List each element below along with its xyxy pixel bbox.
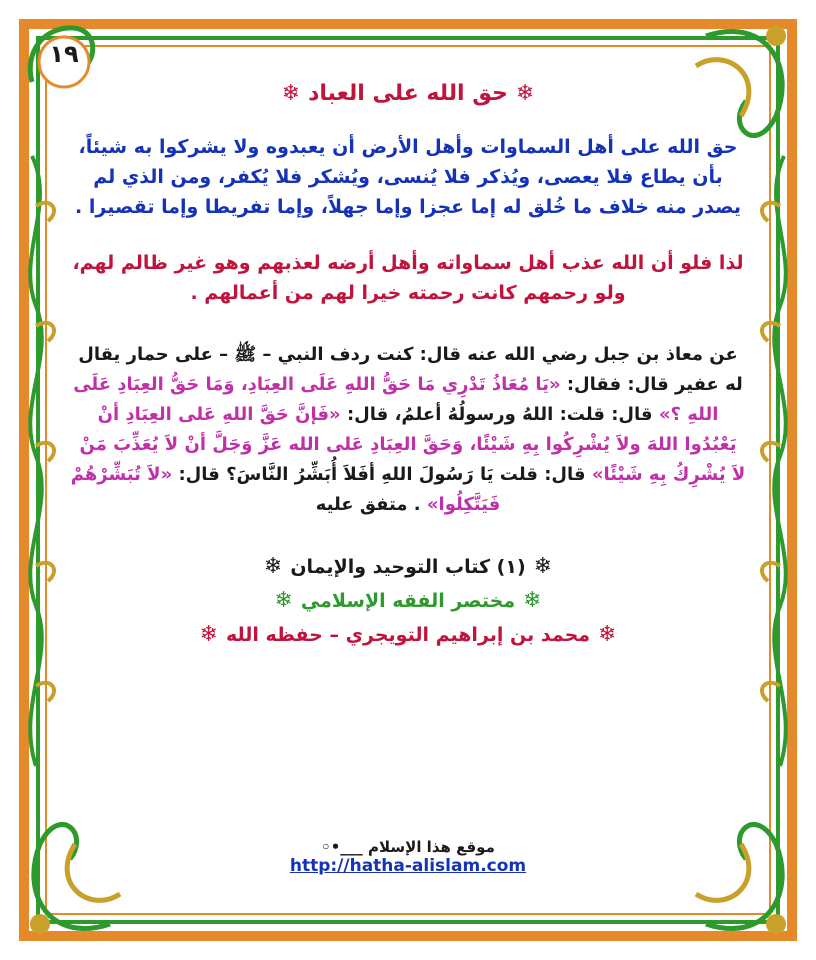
- title-text: حق الله على العباد: [308, 81, 508, 106]
- website-label: [0, 838, 816, 856]
- snowflake-icon: ❄: [533, 554, 553, 579]
- hadith-quote-3: «لاَ تُبَشِّرْهُمْ فَيَتَّكِلُوا»: [70, 464, 501, 515]
- paragraph-rights-of-allah: حق الله على أهل السماوات وأهل الأرض أن يعبدوه ولا يشركوا به شيئاً، بأن يطاع فلا يعصى، ويُذكر فلا يُنسى، ويُشكر فلا يُكفر، ومن الذي لم يصدر منه خلاف ما خُلق له إما عجزا وإما جهلاً، وإما تفريطا وإما تقصيرا .: [75, 136, 741, 218]
- side-vine-right-icon: [762, 156, 786, 766]
- page-number: ١٩: [49, 40, 79, 68]
- paragraph-mercy: لذا فلو أن الله عذب أهل سماواته وأهل أرضه لعذبهم وهو غير ظالم لهم، ولو رحمهم كانت رحمته خيرا لهم من أعمالهم .: [72, 252, 744, 304]
- page-title: [70, 81, 746, 106]
- side-vine-left-icon: [30, 156, 54, 766]
- snowflake-icon: ❄: [263, 554, 283, 579]
- hadith-text-3: قال: قلت يَا رَسُولَ اللهِ أفَلاَ أُبَشِّرُ النَّاسَ؟ قال:: [172, 464, 592, 485]
- website-footer: [0, 838, 816, 876]
- website-label-text: موقع هذا الإسلام: [368, 838, 495, 856]
- snowflake-icon: ❄: [274, 588, 293, 613]
- hadith-quote-2: «فَإنَّ حَقَّ اللهِ عَلى العِبَادِ أنْ يَعْبُدُوا اللهَ ولاَ يُشْرِكُوا بِهِ شَيْئًا، وَحَقَّ العِبَادِ عَلى الله عَزَّ وَجَلَّ أنْ لاَ يُعَذِّبَ مَنْ لاَ يُشْرِكُ بِهِ شَيْئًا»: [79, 404, 746, 485]
- hadith-text-4: . متفق عليه: [315, 494, 427, 515]
- reference-source-text: مختصر الفقه الإسلامي: [300, 590, 516, 612]
- references: [70, 550, 746, 652]
- snowflake-icon: ❄: [523, 588, 542, 613]
- hadith-quote-1: «يَا مُعَاذُ تَدْرِي مَا حَقُّ اللهِ عَلَى العِبَادِ، وَمَا حَقُّ العِبَادِ عَلَى اللهِ ؟»: [73, 374, 719, 425]
- hadith-text-2: قال: قلت: اللهُ ورسولُهُ أعلمُ، قال:: [340, 404, 659, 425]
- reference-author-text: محمد بن إبراهيم التويجري – حفظه الله: [225, 624, 591, 646]
- snowflake-icon: ❄: [515, 81, 535, 106]
- reference-author: [70, 618, 746, 652]
- snowflake-icon: ❄: [281, 81, 301, 106]
- reference-book-text: (١) كتاب التوحيد والإيمان: [290, 556, 526, 578]
- reference-source: [70, 584, 746, 618]
- snowflake-icon: ❄: [199, 622, 218, 647]
- hadith-text-1: عن معاذ بن جبل رضي الله عنه قال: كنت ردف النبي – ﷺ – على حمار يقال له عفير قال: فقال:: [78, 344, 743, 395]
- website-link[interactable]: http://hatha-alislam.com: [289, 856, 527, 876]
- reference-book: [70, 550, 746, 584]
- snowflake-icon: ❄: [598, 622, 617, 647]
- main-content: [70, 75, 746, 652]
- arrow-icon: ___•◦: [321, 838, 369, 856]
- hadith-paragraph: [70, 340, 746, 520]
